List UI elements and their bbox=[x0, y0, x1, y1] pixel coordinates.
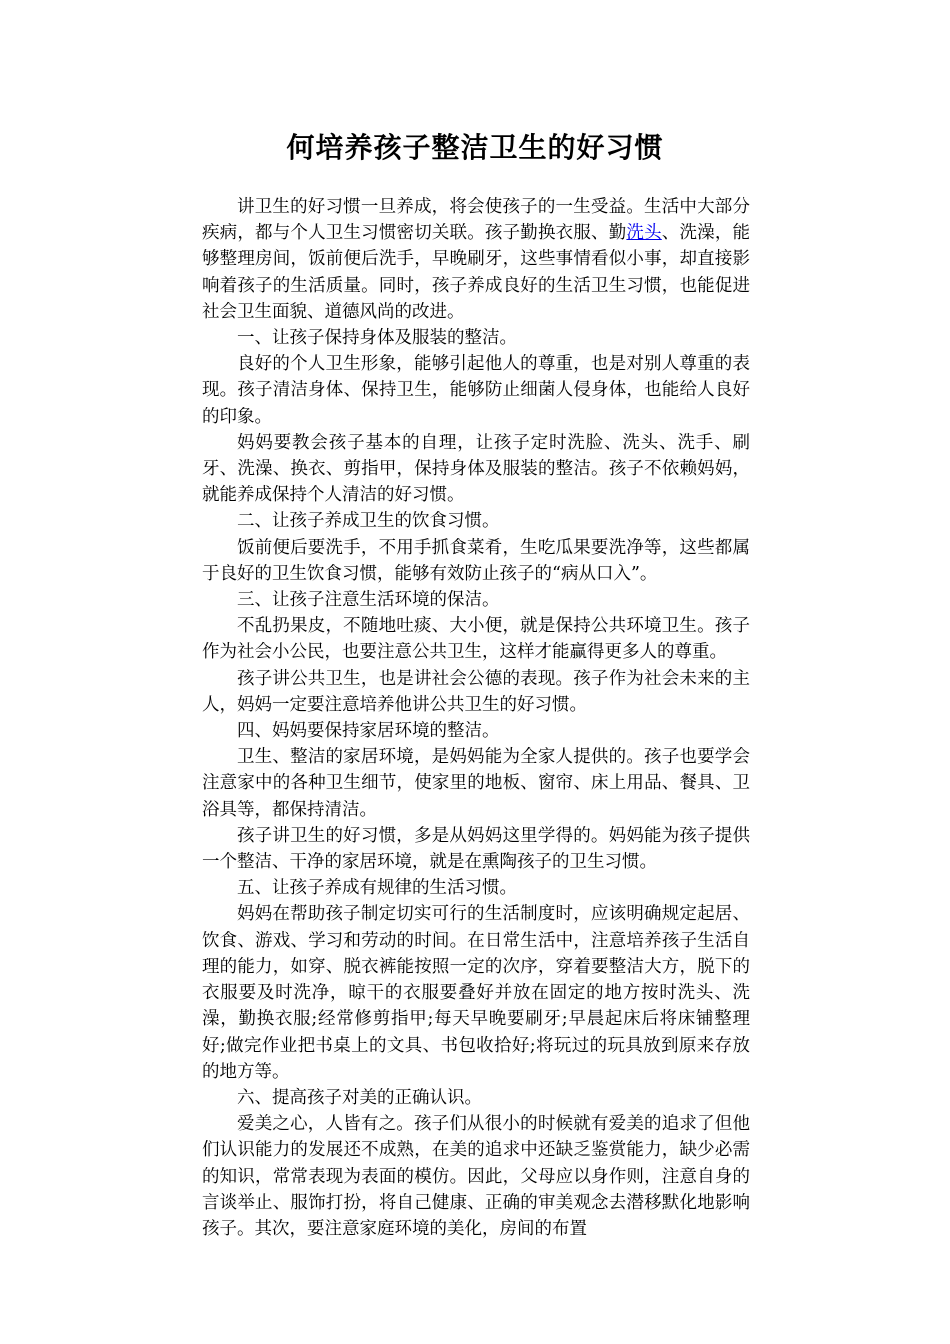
body-paragraph: 卫生、整洁的家居环境，是妈妈能为全家人提供的。孩子也要学会注意家中的各种卫生细节，使家里的地板、窗帘、床上用品、餐具、卫浴具等，都保持清洁。 bbox=[202, 747, 750, 820]
section-heading-6: 六、提高孩子对美的正确认识。 bbox=[237, 1087, 482, 1108]
body-paragraph: 饭前便后要洗手，不用手抓食菜肴，生吃瓜果要洗净等，这些都属于良好的卫生饮食习惯，能够有效防止孩子的“病从口入”。 bbox=[202, 537, 750, 584]
body-paragraph: 孩子讲卫生的好习惯，多是从妈妈这里学得的。妈妈能为孩子提供一个整洁、干净的家居环境，就是在熏陶孩子的卫生习惯。 bbox=[202, 825, 750, 873]
body-paragraph: 不乱扔果皮，不随地吐痰、大小便，就是保持公共环境卫生。孩子作为社会小公民，也要注意公共卫生，这样才能赢得更多人的尊重。 bbox=[202, 616, 750, 663]
section-heading-1: 一、让孩子保持身体及服装的整洁。 bbox=[237, 328, 517, 349]
body-paragraph: 妈妈要教会孩子基本的自理，让孩子定时洗脸、洗头、洗手、刷牙、洗澡、换衣、剪指甲，保持身体及服装的整洁。孩子不依赖妈妈，就能养成保持个人清洁的好习惯。 bbox=[202, 432, 750, 506]
body-paragraph: 爱美之心，人皆有之。孩子们从很小的时候就有爱美的追求了但他们认识能力的发展还不成熟，在美的追求中还缺乏鉴赏能力，缺少必需的知识，常常表现为表面的模仿。因此，父母应以身作则，注意自身的言谈举止、服饰打扮，将自己健康、正确的审美观念去潜移默化地影响孩子。其次，要注意家庭环境的美化，房间的布置 bbox=[202, 1114, 750, 1239]
body-paragraph: 孩子讲公共卫生，也是讲社会公德的表现。孩子作为社会未来的主人，妈妈一定要注意培养他讲公共卫生的好习惯。 bbox=[202, 668, 750, 715]
section-heading-4: 四、妈妈要保持家居环境的整洁。 bbox=[237, 721, 500, 742]
article-body bbox=[202, 194, 750, 1242]
body-paragraph: 妈妈在帮助孩子制定切实可行的生活制度时，应该明确规定起居、饮食、游戏、学习和劳动的时间。在日常生活中，注意培养孩子生活自理的能力，如穿、脱衣裤能按照一定的次序，穿着要整洁大方，脱下的衣服要及时洗净，晾干的衣服要叠好并放在固定的地方按时洗头、洗澡，勤换衣服;经常修剪指甲;每天早晚要刷牙;早晨起床后将床铺整理好;做完作业把书桌上的文具、书包收拾好;将玩过的玩具放到原来存放的地方等。 bbox=[202, 904, 750, 1082]
section-heading-3: 三、让孩子注意生活环境的保洁。 bbox=[237, 590, 500, 611]
page-title: 何培养孩子整洁卫生的好习惯 bbox=[286, 131, 664, 164]
intro-text-before-link: 讲卫生的好习惯一旦养成，将会使孩子的一生受益。生活中大部分疾病，都与个人卫生习惯密切关联。孩子勤换衣服、勤 bbox=[202, 197, 750, 244]
body-paragraph: 良好的个人卫生形象，能够引起他人的尊重，也是对别人尊重的表现。孩子清洁身体、保持卫生，能够防止细菌人侵身体，也能给人良好的印象。 bbox=[202, 354, 750, 427]
intro-paragraph bbox=[202, 194, 750, 325]
section-heading-2: 二、让孩子养成卫生的饮食习惯。 bbox=[237, 511, 500, 532]
section-heading-5: 五、让孩子养成有规律的生活习惯。 bbox=[237, 878, 517, 899]
intro-text-after-link: 、洗澡，能够整理房间，饭前便后洗手，早晚刷牙，这些事情看似小事，却直接影响着孩子的生活质量。同时，孩子养成良好的生活卫生习惯，也能促进社会卫生面貌、道德风尚的改进。 bbox=[202, 223, 751, 322]
hair-washing-link[interactable]: 洗头 bbox=[626, 223, 662, 244]
